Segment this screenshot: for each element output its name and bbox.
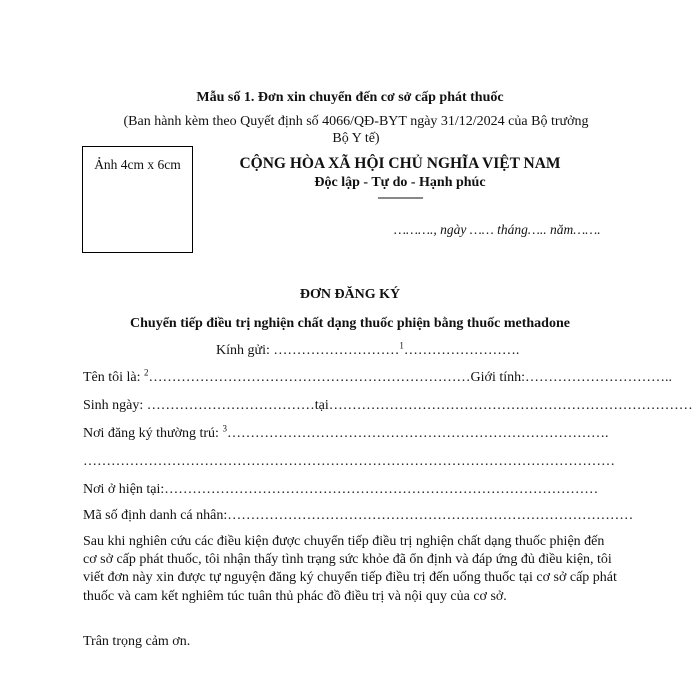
birthplace-label: tại: [314, 398, 329, 413]
residence-continuation-field[interactable]: ……………………………………………………………………………………………………: [83, 454, 615, 469]
current-address-row: [83, 482, 598, 498]
personal-id-label: Mã số định danh cá nhân:: [83, 508, 228, 523]
name-field[interactable]: ……………………………………………………………: [148, 370, 471, 385]
form-title: Mẫu số 1. Đơn xin chuyển đến cơ sở cấp phát thuốc: [196, 90, 504, 105]
dob-label: Sinh ngày:: [83, 398, 147, 413]
issued-note: (Ban hành kèm theo Quyết định số 4066/QĐ-BYT ngày 31/12/2024 của Bộ trưởng Bộ Y tế): [123, 114, 589, 146]
gender-field[interactable]: Giới tính:…………………………..: [470, 370, 673, 385]
birthplace-field[interactable]: ……………………………………………………………………: [328, 398, 693, 413]
personal-id-field[interactable]: ……………………………………………………………………………: [227, 508, 634, 523]
footnote-3: 3: [222, 423, 227, 434]
national-heading: CỘNG HÒA XÃ HỘI CHỦ NGHĨA VIỆT NAM: [239, 155, 561, 172]
motto: Độc lập - Tự do - Hạnh phúc: [314, 175, 486, 190]
residence-label: Nơi đăng ký thường trú:: [83, 426, 223, 441]
name-label: Tên tôi là:: [83, 370, 145, 385]
document-subtitle: Chuyển tiếp điều trị nghiện chất dạng thuốc phiện bằng thuốc methadone: [130, 316, 570, 331]
closing-text: Trân trọng cảm ơn.: [83, 634, 191, 649]
personal-id-row: [83, 508, 633, 524]
photo-placeholder: [82, 146, 193, 253]
residence-field[interactable]: ……………………………………………………………………….: [226, 426, 609, 441]
dob-row: [83, 398, 693, 414]
photo-label: Ảnh 4cm x 6cm: [94, 157, 181, 172]
name-row: [83, 367, 673, 386]
residence-row: [83, 423, 609, 442]
body-paragraph: Sau khi nghiên cứu các điều kiện được chuyển tiếp điều trị nghiện chất dạng thuốc phiện đến cơ sở cấp phát thuốc, tôi nhận thấy tình trạng sức khỏe đã ổn định và đáp ứng đủ điều kiện, tôi viết đơn này xin được tự nguyện đăng ký chuyển tiếp điều trị đến uống thuốc tại cơ sở cấp phát thuốc và cam kết nghiêm túc tuân thủ phác đồ điều trị và nội quy của cơ sở.: [83, 534, 617, 604]
document-title: ĐƠN ĐĂNG KÝ: [299, 287, 401, 302]
date-line: ………., ngày …… tháng….. năm…….: [394, 222, 601, 237]
recipient-text: Kính gửi: ………………………: [216, 343, 400, 358]
current-address-label: Nơi ở hiện tại:: [83, 482, 165, 497]
current-address-field[interactable]: …………………………………………………………………………………: [164, 482, 599, 497]
recipient-line: [216, 340, 520, 359]
recipient-dots: …………………….: [403, 343, 520, 358]
motto-rule: ---------------: [377, 190, 423, 204]
dob-field[interactable]: ………………………………: [146, 398, 315, 413]
footnote-2: 2: [144, 367, 149, 378]
footnote-1: 1: [399, 340, 404, 351]
